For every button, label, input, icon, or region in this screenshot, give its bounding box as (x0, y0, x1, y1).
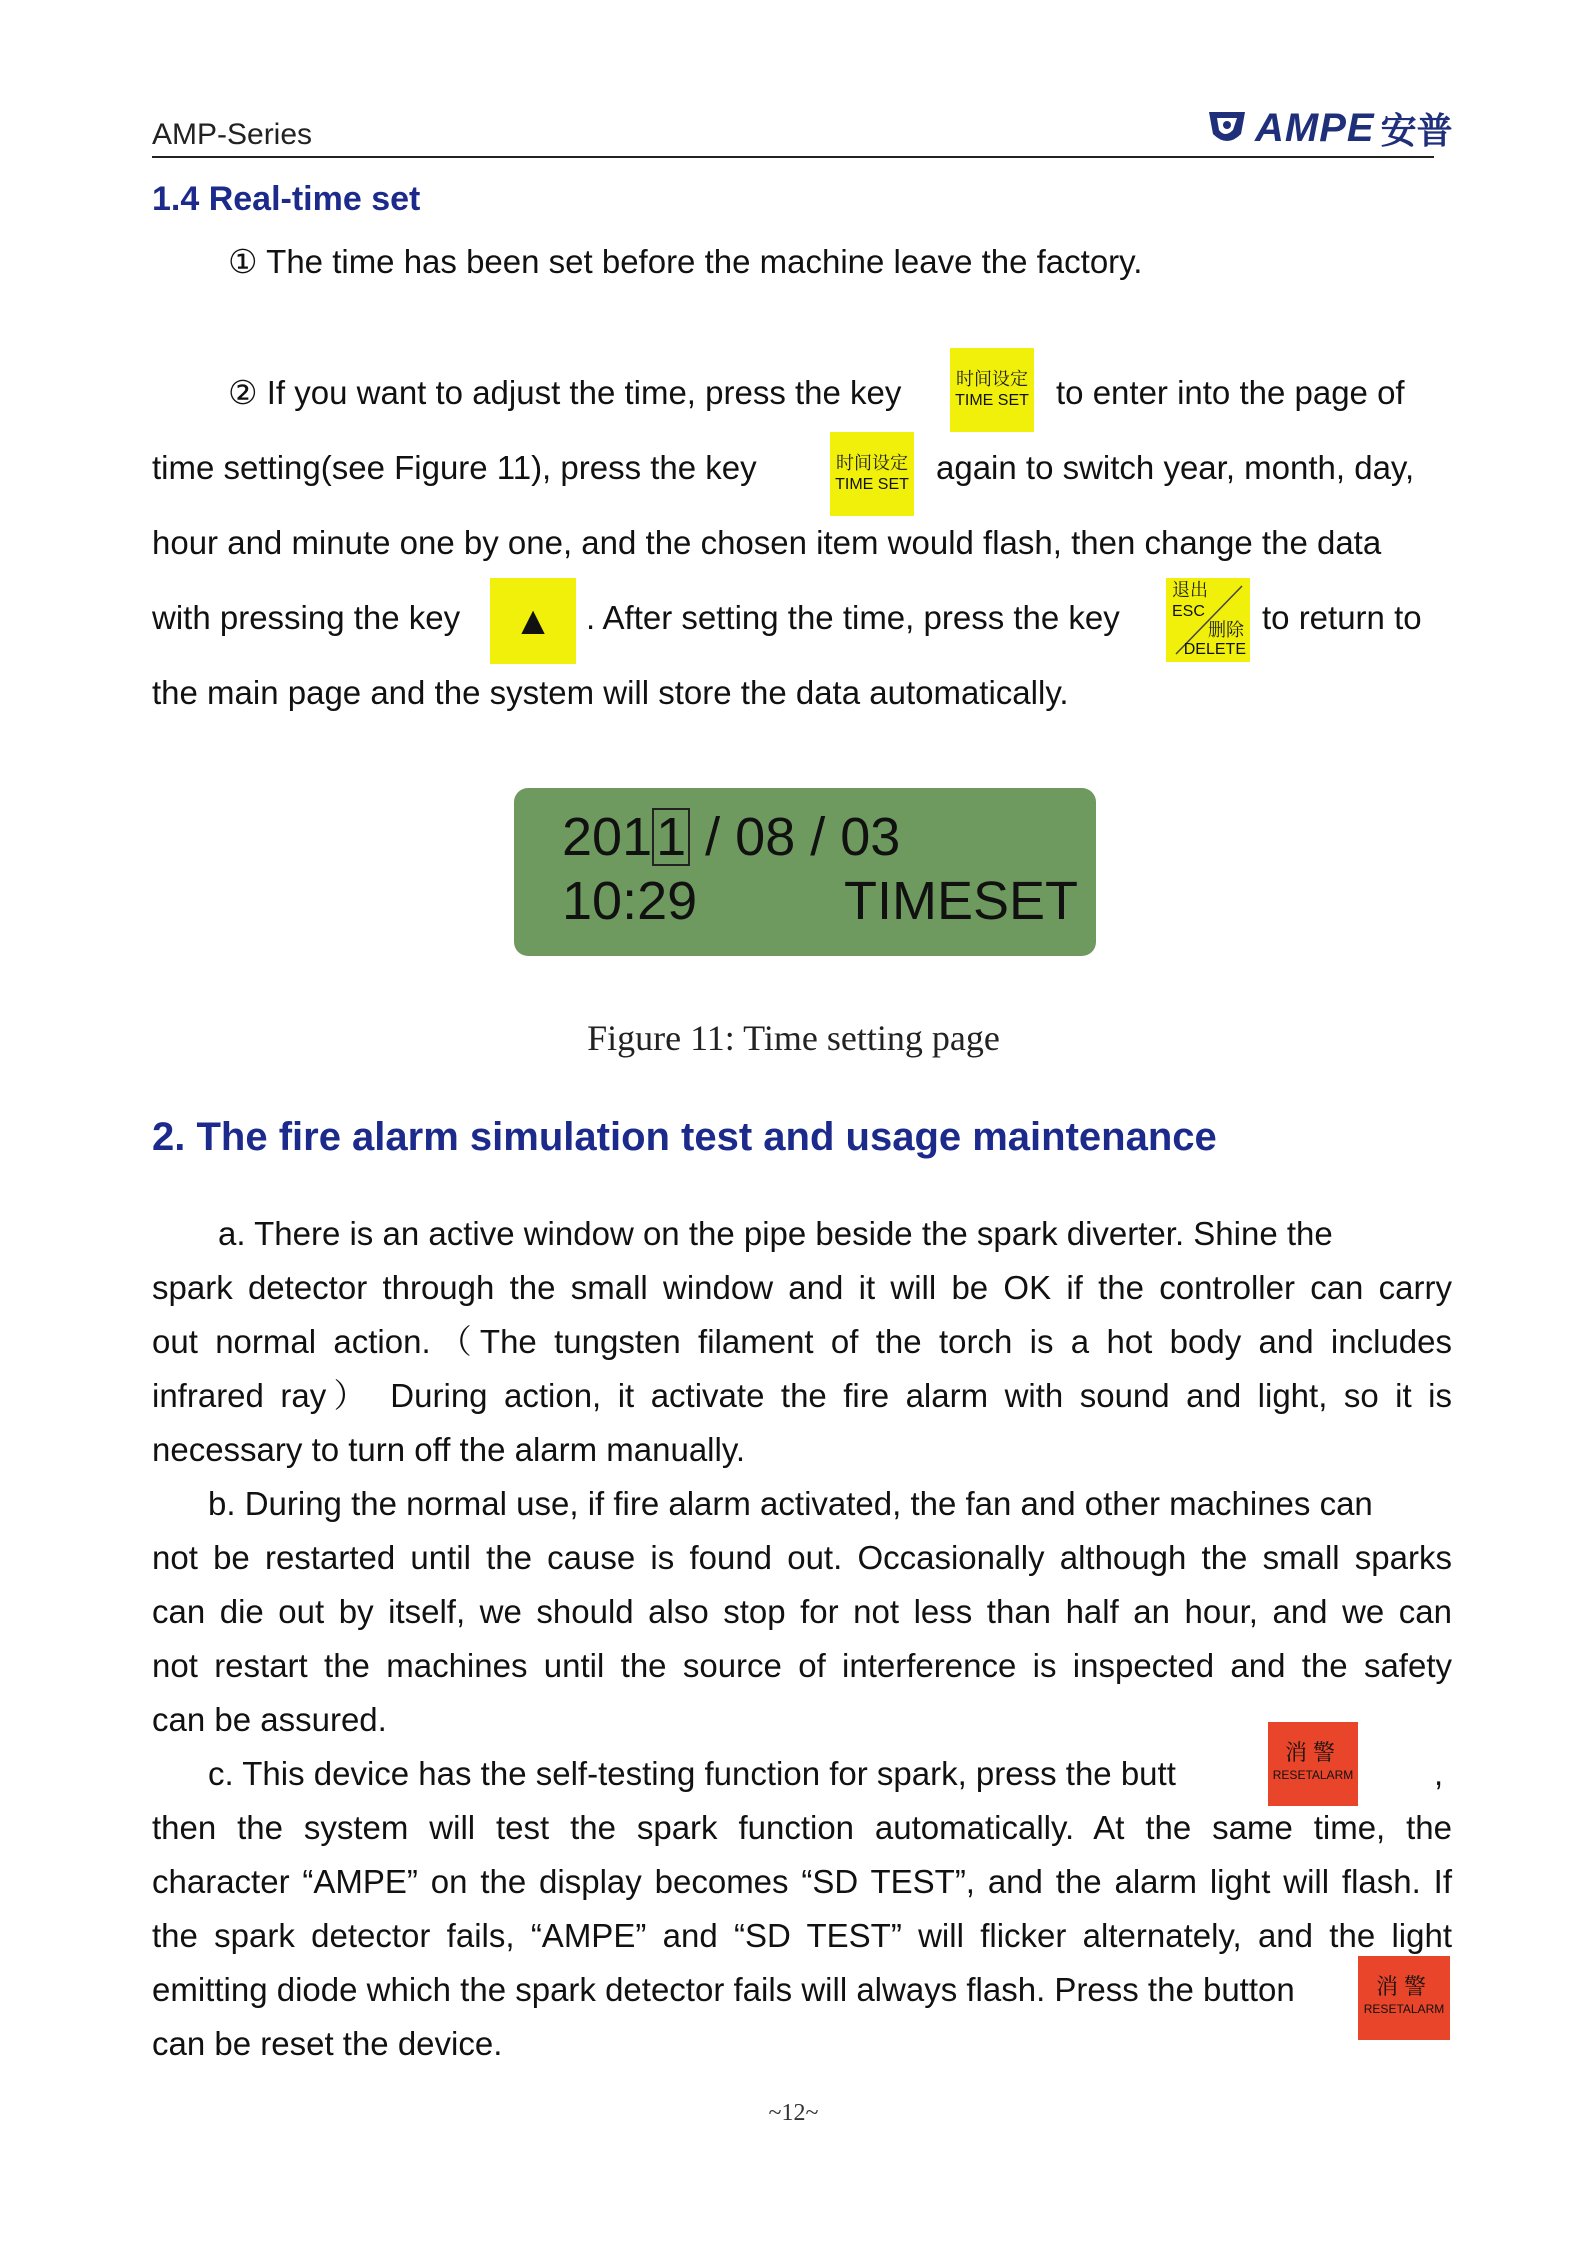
ampe-logo-icon (1205, 106, 1249, 150)
lcd-cursor: 1 (652, 808, 690, 866)
page-number: ~12~ (768, 2100, 819, 2126)
para-b-line-1: b. During the normal use, if fire alarm activated, the fan and other machines can (208, 1485, 1373, 1522)
paragraph-2-line-4c: to return to (1262, 599, 1422, 636)
para-b-line-4: not restart the machines until the source of interference is inspected and the safety (152, 1647, 1452, 1684)
header-divider (152, 156, 1434, 158)
paragraph-2-line-5: the main page and the system will store the data automatically. (152, 674, 1069, 711)
lcd-mode: TIMESET (843, 871, 1078, 931)
para-b-line-2: not be restarted until the cause is found out. Occasionally although the small sparks (152, 1539, 1452, 1576)
logo-text: AMPE (1255, 105, 1375, 150)
para-c-line-4: the spark detector fails, “AMPE” and “SD TEST” will flicker alternately, and the light (152, 1917, 1452, 1954)
para-b-line-3: can die out by itself, we should also stop for not less than half an hour, and we can (152, 1593, 1452, 1630)
section-heading-2: 2. The fire alarm simulation test and usage maintenance (152, 1115, 1217, 1159)
para-c-line-5a: emitting diode which the spark detector fails will always flash. Press the button (152, 1971, 1295, 2008)
timeset-key-icon-2: 时间设定 TIME SET (830, 432, 914, 516)
reset-alarm-key-icon-2: 消警 RESETALARM (1358, 1956, 1450, 2040)
paragraph-2-line-1b: to enter into the page of (1056, 374, 1405, 411)
esc-delete-key-icon: 退出 ESC 删除 DELETE (1166, 578, 1250, 662)
logo-cn: 安普 (1380, 109, 1453, 151)
para-c-line-6: can be reset the device. (152, 2025, 503, 2062)
lcd-time: 10:29 (562, 871, 698, 931)
paragraph-2-line-4a: with pressing the key (152, 599, 461, 636)
para-b-line-5: can be assured. (152, 1701, 387, 1738)
para-a-line-3: out normal action.（The tungsten filament of the torch is a hot body and includes (152, 1323, 1452, 1360)
para-a-line-5: necessary to turn off the alarm manually. (152, 1431, 746, 1468)
paragraph-2-line-3: hour and minute one by one, and the chosen item would flash, then change the data (152, 524, 1382, 561)
para-a-line-2: spark detector through the small window and it will be OK if the controller can carry (152, 1269, 1452, 1306)
paragraph-2-line-1a: ② If you want to adjust the time, press the key (228, 374, 902, 411)
lcd-date: 2011 / 08 / 03 (562, 807, 901, 867)
para-c-line-3: character “AMPE” on the display becomes “SD TEST”, and the alarm light will flash. If (152, 1863, 1452, 1900)
lcd-time-setting-display (514, 788, 1096, 956)
figure-caption: Figure 11: Time setting page (587, 1018, 1000, 1058)
para-c-line-1b: , (1434, 1755, 1444, 1792)
up-arrow-key-icon: ▲ (490, 578, 576, 664)
paragraph-2-line-2a: time setting(see Figure 11), press the key (152, 449, 757, 486)
paragraph-2-line-2b: again to switch year, month, day, (936, 449, 1415, 486)
paragraph-1: ① The time has been set before the machine leave the factory. (228, 243, 1143, 280)
reset-alarm-key-icon: 消警 RESETALARM (1268, 1722, 1358, 1806)
para-a-line-1: a. There is an active window on the pipe beside the spark diverter. Shine the (218, 1215, 1333, 1252)
section-heading-1-4: 1.4 Real-time set (152, 180, 421, 218)
para-c-line-1a: c. This device has the self-testing function for spark, press the butt (208, 1755, 1176, 1792)
para-c-line-2: then the system will test the spark function automatically. At the same time, the (152, 1809, 1452, 1846)
ampe-logo (1205, 104, 1453, 152)
header-series: AMP-Series (152, 118, 313, 151)
paragraph-2-line-4b: . After setting the time, press the key (586, 599, 1120, 636)
timeset-key-icon: 时间设定 TIME SET (950, 348, 1034, 432)
para-a-line-4: infrared ray） During action, it activate the fire alarm with sound and light, so it is (152, 1377, 1452, 1414)
